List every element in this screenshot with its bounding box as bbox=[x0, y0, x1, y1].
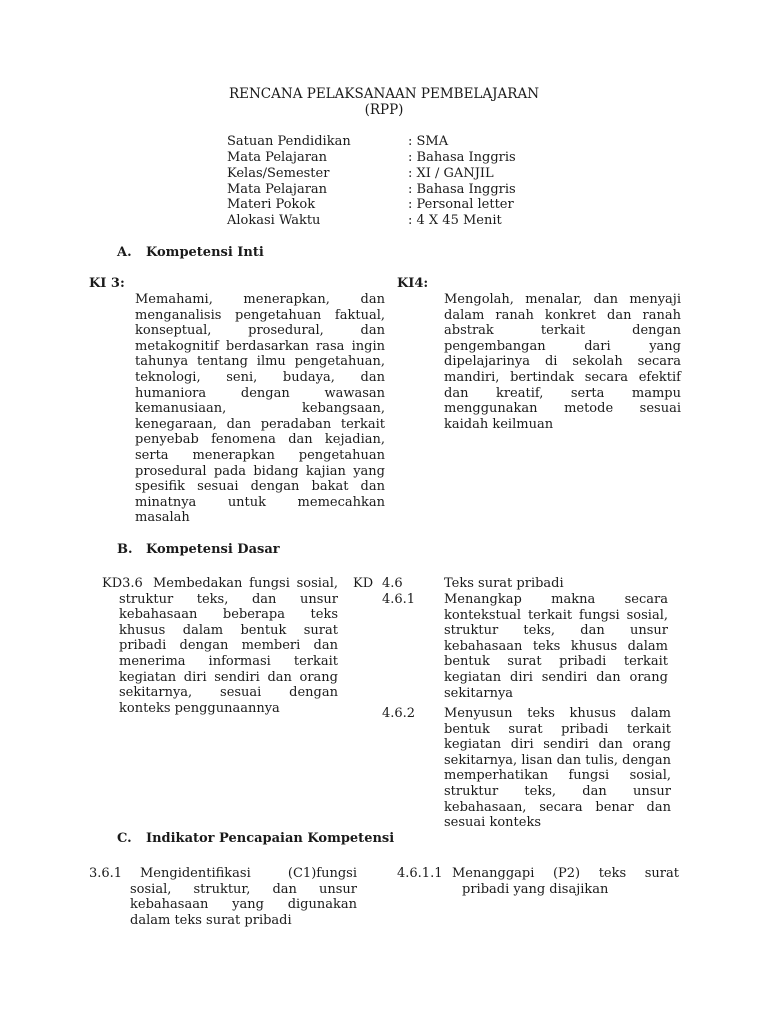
kd462-code: 4.6.2 bbox=[382, 706, 416, 721]
info-value: : SMA bbox=[408, 134, 449, 149]
kd46-prefix: KD bbox=[353, 576, 374, 591]
info-label: Mata Pelajaran bbox=[227, 150, 328, 165]
info-value: : Bahasa Inggris bbox=[408, 150, 516, 165]
kd462-text: Menyusun teks khusus dalam bentuk surat pribadi terkait kegiatan diri sendiri dan orang sekitarnya, lisan dan tulis, dengan memperhatikan fungsi sosial, struktur teks, dan unsur kebahasaan, secara benar dan sesuai konteks bbox=[444, 706, 671, 831]
section-b-letter: B. bbox=[117, 542, 133, 557]
kd46-text: Teks surat pribadi bbox=[444, 576, 564, 591]
info-label: Materi Pokok bbox=[227, 197, 316, 212]
ki4-text: Mengolah, menalar, dan menyaji dalam ranah konkret dan ranah abstrak terkait dengan pengembangan dari yang dipelajarinya di sekolah secara mandiri, bertindak secara efektif dan kreatif, serta mampu menggunakan metode sesuai kaidah keilmuan bbox=[444, 292, 681, 432]
ki3-text: Memahami, menerapkan, dan menganalisis pengetahuan faktual, konseptual, prosedural, dan metakognitif berdasarkan rasa ingin tahunya tentang ilmu pengetahuan, teknologi, seni, budaya, dan humaniora dengan wawasan kemanusiaan, kebangsaan, kenegaraan, dan peradaban terkait penyebab fenomena dan kejadian, serta menerapkan pengetahuan prosedural pada bidang kajian yang spesifik sesuai dengan bakat dan minatnya untuk memecahkan masalah bbox=[135, 292, 385, 526]
section-c-title: Indikator Pencapaian Kompetensi bbox=[146, 831, 395, 846]
section-a-title: Kompetensi Inti bbox=[146, 245, 264, 260]
ind4611-code: 4.6.1.1 bbox=[397, 866, 443, 881]
kd461-text: Menangkap makna secara kontekstual terkait fungsi sosial, struktur teks, dan unsur kebahasaan teks khusus dalam bentuk surat pribadi terkait kegiatan diri sendiri dan orang sekitarnya bbox=[444, 592, 668, 701]
section-b-title: Kompetensi Dasar bbox=[146, 542, 280, 557]
ind4611-text: Menanggapi (P2) teks surat pribadi yang disajikan bbox=[452, 866, 679, 897]
info-label: Alokasi Waktu bbox=[227, 213, 321, 228]
document-subtitle: (RPP) bbox=[364, 102, 404, 118]
section-c-letter: C. bbox=[117, 831, 132, 846]
info-value: : Personal letter bbox=[408, 197, 514, 212]
info-label: Kelas/Semester bbox=[227, 166, 330, 181]
kd36-text: Membedakan fungsi sosial, struktur teks, dan unsur kebahasaan beberapa teks khusus dalam bentuk surat pribadi dengan memberi dan menerima informasi terkait kegiatan diri sendiri dan orang sekitarnya, sesuai dengan konteks penggunaannya bbox=[119, 576, 338, 716]
ki4-label: KI4: bbox=[397, 276, 429, 291]
document-title: RENCANA PELAKSANAAN PEMBELAJARAN bbox=[228, 86, 540, 102]
info-value: : 4 X 45 Menit bbox=[408, 213, 502, 228]
info-value: : Bahasa Inggris bbox=[408, 182, 516, 197]
kd46-code: 4.6 bbox=[382, 576, 403, 591]
ki3-label: KI 3: bbox=[89, 276, 125, 291]
info-label: Mata Pelajaran bbox=[227, 182, 328, 197]
kd36-code: KD3.6 bbox=[102, 576, 143, 591]
info-label: Satuan Pendidikan bbox=[227, 134, 351, 149]
kd461-code: 4.6.1 bbox=[382, 592, 416, 607]
ind361-text: Mengidentifikasi (C1)fungsi sosial, struktur, dan unsur kebahasaan yang digunakan dalam teks surat pribadi bbox=[130, 866, 357, 928]
info-value: : XI / GANJIL bbox=[408, 166, 494, 181]
section-a-letter: A. bbox=[117, 245, 132, 260]
ind361-code: 3.6.1 bbox=[89, 866, 123, 881]
